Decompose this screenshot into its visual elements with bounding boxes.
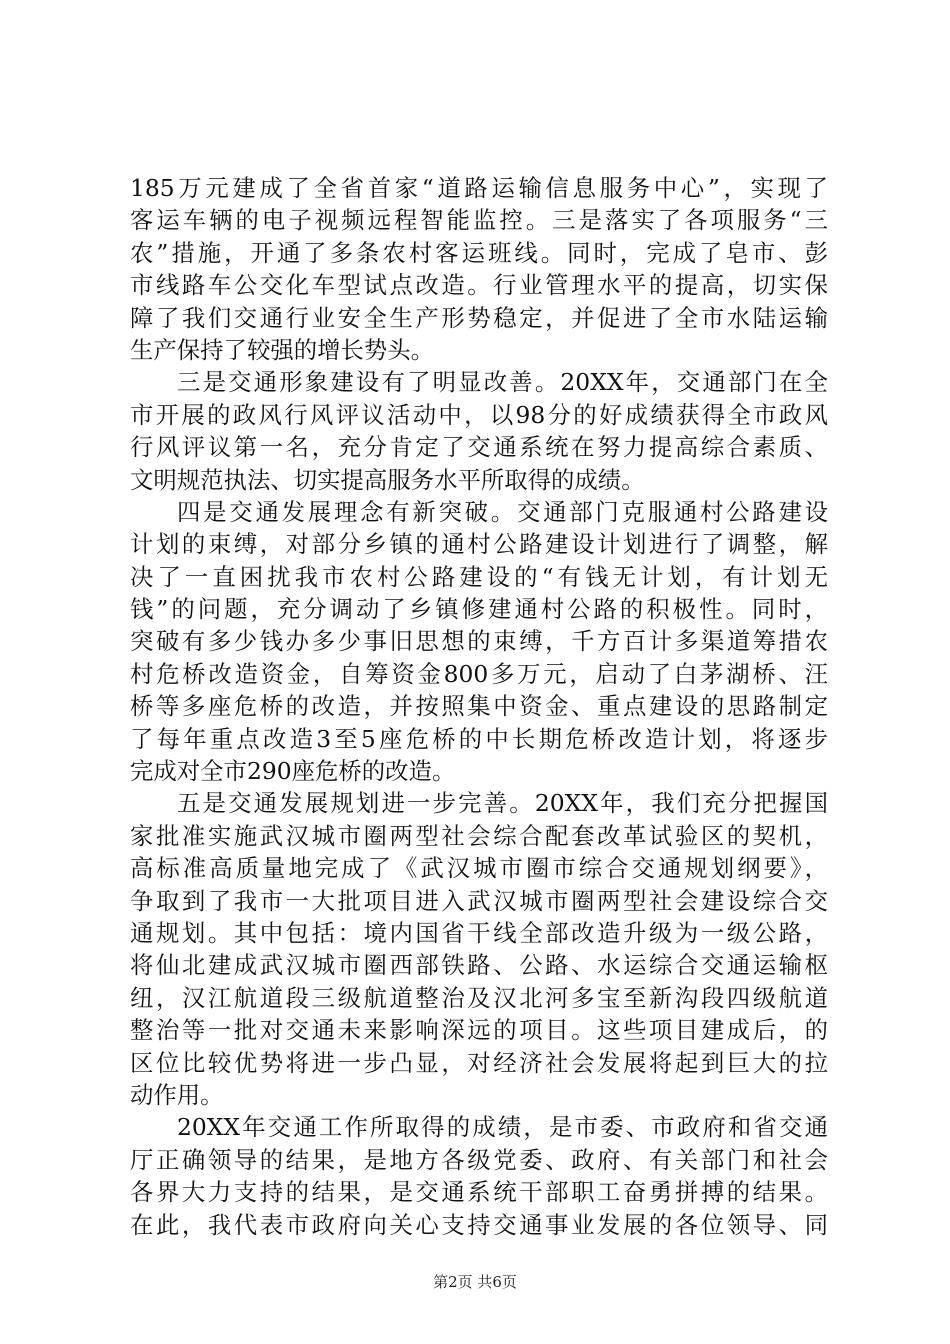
text-line: 动作用。: [130, 1080, 224, 1109]
text-line: 了每年重点改造3至5座危桥的中长期危桥改造计划，将逐步: [130, 724, 828, 753]
text-line: 完成对全市290座危桥的改造。: [130, 757, 456, 786]
document-body: [130, 172, 828, 1241]
text-line: 市开展的政风行风评议活动中，以98分的好成绩获得全市政风: [130, 400, 828, 429]
text-line: 决了一直困扰我市农村公路建设的“有钱无计划，有计划无: [130, 562, 828, 591]
text-line: 185万元建成了全省首家“道路运输信息服务中心”，实现了: [130, 174, 828, 202]
paragraph-first-line: 三是交通形象建设有了明显改善。20XX年，交通部门在全: [177, 368, 828, 397]
text-line: 农”措施，开通了多条农村客运班线。同时，完成了皂市、彭: [130, 238, 828, 267]
text-line: 钱”的问题，充分调动了乡镇修建通村公路的积极性。同时，: [130, 595, 828, 624]
text-line: 区位比较优势将进一步凸显，对经济社会发展将起到巨大的拉: [130, 1048, 828, 1077]
text-line: 障了我们交通行业安全生产形势稳定，并促进了全市水陆运输: [130, 303, 828, 332]
paragraph-first-line: 四是交通发展理念有新突破。交通部门克服通村公路建设: [177, 497, 828, 526]
text-line: 争取到了我市一大批项目进入武汉城市圈两型社会建设综合交: [130, 886, 828, 915]
text-line: 纽，汉江航道段三级航道整治及汉北河多宝至新沟段四级航道: [130, 983, 828, 1012]
text-line: 将仙北建成武汉城市圈西部铁路、公路、水运综合交通运输枢: [130, 951, 828, 980]
paragraph-first-line: 五是交通发展规划进一步完善。20XX年，我们充分把握国: [177, 789, 828, 818]
text-line: 在此，我代表市政府向关心支持交通事业发展的各位领导、同: [130, 1210, 828, 1239]
text-line: 文明规范执法、切实提高服务水平所取得的成绩。: [130, 465, 645, 494]
text-line: 各界大力支持的结果，是交通系统干部职工奋勇拼搏的结果。: [130, 1178, 828, 1207]
text-line: 生产保持了较强的增长势头。: [130, 335, 435, 364]
text-line: 村危桥改造资金，自筹资金800多万元，启动了白茅湖桥、汪: [130, 659, 828, 688]
text-line: 市线路车公交化车型试点改造。行业管理水平的提高，切实保: [130, 271, 828, 300]
text-line: 厅正确领导的结果，是地方各级党委、政府、有关部门和社会: [130, 1145, 828, 1174]
text-line: 通规划。其中包括：境内国省干线全部改造升级为一级公路，: [130, 918, 828, 947]
text-line: 行风评议第一名，充分肯定了交通系统在努力提高综合素质、: [130, 433, 828, 462]
text-line: 桥等多座危桥的改造，并按照集中资金、重点建设的思路制定: [130, 692, 828, 721]
text-line: 突破有多少钱办多少事旧思想的束缚，千方百计多渠道筹措农: [130, 627, 828, 656]
paragraph-first-line: 20XX年交通工作所取得的成绩，是市委、市政府和省交通: [177, 1113, 828, 1142]
text-line: 整治等一批对交通未来影响深远的项目。这些项目建成后，的: [130, 1016, 828, 1045]
text-line: 计划的束缚，对部分乡镇的通村公路建设计划进行了调整，解: [130, 530, 828, 559]
text-line: 家批准实施武汉城市圈两型社会综合配套改革试验区的契机，: [130, 821, 828, 850]
text-line: 高标准高质量地完成了《武汉城市圈市综合交通规划纲要》，: [130, 854, 828, 883]
text-line: 客运车辆的电子视频远程智能监控。三是落实了各项服务“三: [130, 206, 828, 235]
page-number-footer: 第2页 共6页: [433, 1273, 517, 1291]
